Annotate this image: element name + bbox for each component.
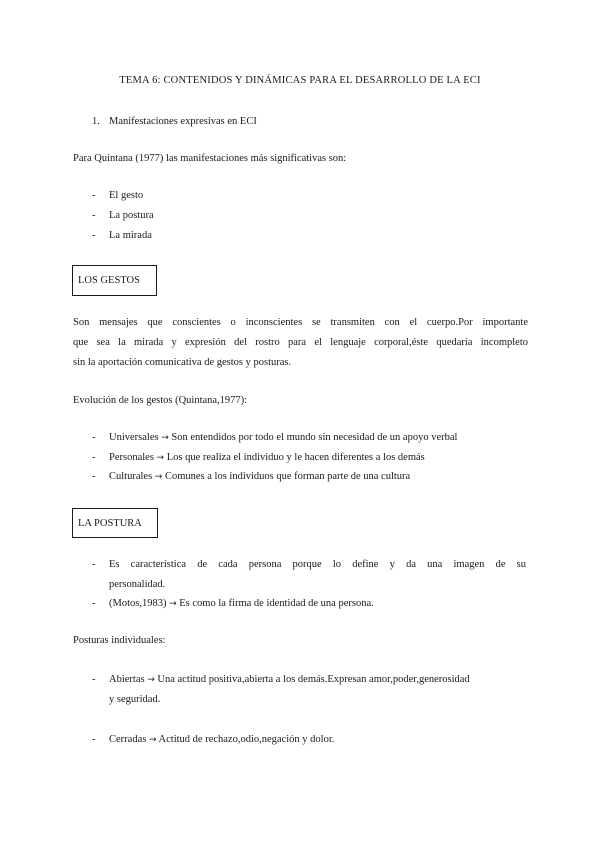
arrow-icon: → bbox=[148, 735, 157, 745]
list-item bbox=[109, 598, 374, 609]
section-number: 1. bbox=[92, 116, 100, 127]
list-bullet: - bbox=[92, 190, 96, 201]
arrow-icon: → bbox=[169, 599, 177, 609]
intro-text: Para Quintana (1977) las manifestaciones más significativas son: bbox=[73, 153, 347, 164]
term: Personales bbox=[109, 452, 154, 463]
term: Abiertas bbox=[109, 674, 145, 685]
list-item: La postura bbox=[109, 210, 154, 221]
list-bullet: - bbox=[92, 559, 96, 570]
list-item-continuation: y seguridad. bbox=[109, 694, 161, 705]
description: Actitud de rechazo,odio,negación y dolor. bbox=[158, 734, 335, 745]
arrow-icon: → bbox=[156, 453, 165, 463]
list-bullet: - bbox=[92, 471, 96, 482]
gestos-paragraph bbox=[73, 313, 528, 373]
paragraph-line: Son mensajes que conscientes o inconscientes se transmiten con el cuerpo.Por importante bbox=[73, 317, 528, 328]
list-item bbox=[109, 471, 410, 482]
list-item bbox=[109, 452, 425, 463]
list-item: La mirada bbox=[109, 230, 152, 241]
list-item: El gesto bbox=[109, 190, 144, 201]
description: Es como la firma de identidad de una persona. bbox=[179, 598, 374, 609]
paragraph-line: que sea la mirada y expresión del rostro para el lenguaje corporal,éste quedaría incompleto bbox=[73, 337, 528, 348]
description: Son entendidos por todo el mundo sin necesidad de un apoyo verbal bbox=[171, 432, 458, 443]
paragraph-line: sin la aportación comunicativa de gestos y posturas. bbox=[73, 357, 292, 368]
arrow-icon: → bbox=[161, 433, 169, 443]
description: Una actitud positiva,abierta a los demás.Expresan amor,poder,generosidad bbox=[157, 674, 470, 685]
list-item bbox=[109, 734, 334, 745]
gestos-heading-box: LOS GESTOS bbox=[72, 265, 157, 296]
term: Cerradas bbox=[109, 734, 147, 745]
term: (Motos,1983) bbox=[109, 598, 167, 609]
individual-intro: Posturas individuales: bbox=[73, 635, 166, 646]
term: Culturales bbox=[109, 471, 153, 482]
list-item bbox=[109, 674, 470, 685]
paragraph-line: Es característica de cada persona porque lo define y da una imagen de su bbox=[109, 559, 526, 570]
evolution-intro: Evolución de los gestos (Quintana,1977): bbox=[73, 395, 248, 406]
list-bullet: - bbox=[92, 598, 96, 609]
arrow-icon: → bbox=[147, 675, 155, 685]
list-bullet: - bbox=[92, 230, 96, 241]
postura-heading-box: LA POSTURA bbox=[72, 508, 158, 538]
arrow-icon: → bbox=[154, 472, 163, 482]
list-bullet: - bbox=[92, 734, 96, 745]
list-bullet: - bbox=[92, 674, 96, 685]
list-item bbox=[109, 432, 457, 443]
postura-bullet-1 bbox=[109, 555, 526, 595]
description: Comunes a los individuos que forman parte de una cultura bbox=[164, 471, 411, 482]
section-heading: Manifestaciones expresivas en ECI bbox=[109, 116, 257, 127]
list-bullet: - bbox=[92, 210, 96, 221]
paragraph-line: personalidad. bbox=[109, 579, 166, 590]
list-bullet: - bbox=[92, 452, 96, 463]
term: Universales bbox=[109, 432, 159, 443]
document-title: TEMA 6: CONTENIDOS Y DINÁMICAS PARA EL DESARROLLO DE LA ECI bbox=[119, 75, 481, 86]
list-bullet: - bbox=[92, 432, 96, 443]
description: Los que realiza el individuo y le hacen diferentes a los demás bbox=[166, 452, 425, 463]
